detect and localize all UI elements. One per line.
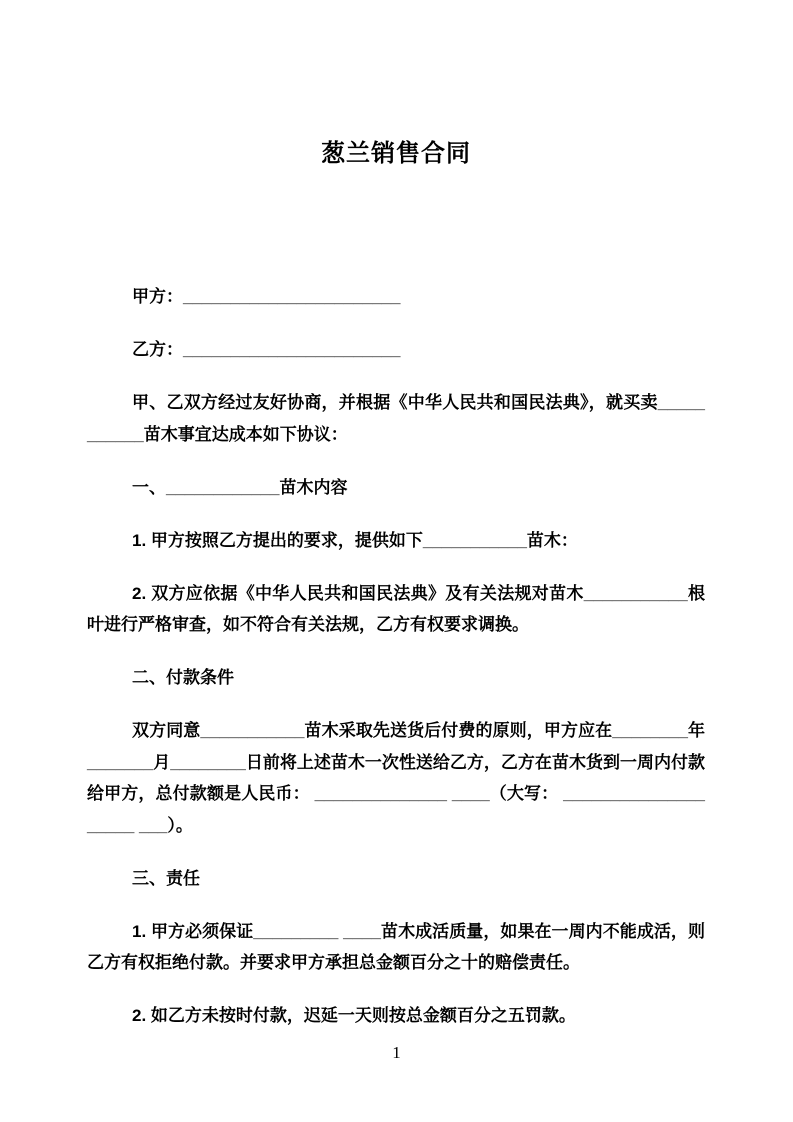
preamble-paragraph: 甲、乙双方经过友好协商，并根据《中华人民共和国民法典》，就买卖___________苗木事宜达成本如下协议： (87, 393, 705, 444)
section-3-item-1: 1. 甲方必须保证_________ ____苗木成活质量，如果在一周内不能成活，则乙方有权拒绝付款。并要求甲方承担总金额百分之十的赔偿责任。 (87, 921, 705, 972)
section-2-item-1: 双方同意___________苗木采取先送货后付费的原则，甲方应在________年_______月________日前将上述苗木一次性送给乙方，乙方在苗木货到一周内付款给甲方，总付款额是人民币： ______________ ____（大写： ____________________ ___）。 (87, 721, 705, 835)
party-b-blank: _______________________ (183, 340, 401, 359)
document-title: 葱兰销售合同 (321, 140, 471, 167)
section-1-item-1: 1. 甲方按照乙方提出的要求，提供如下___________苗木： (132, 530, 578, 550)
page-number: 1 (392, 1043, 401, 1062)
party-a-label: 甲方： (132, 287, 183, 306)
party-a-blank: _______________________ (183, 287, 401, 306)
party-b-label: 乙方： (132, 340, 183, 359)
section-3-item-2: 2. 如乙方未按时付款，迟延一天则按总金额百分之五罚款。 (132, 1006, 576, 1025)
section-3-heading: 三、责任 (132, 868, 200, 888)
party-a-line (87, 281, 705, 313)
party-b-line (87, 334, 705, 366)
section-2-heading: 二、付款条件 (132, 668, 234, 687)
section-1-heading: 一、____________苗木内容 (132, 477, 348, 497)
section-1-item-2: 2. 双方应依据《中华人民共和国民法典》及有关法规对苗木___________根叶进行严格审查，如不符合有关法规，乙方有权要求调换。 (87, 583, 705, 634)
